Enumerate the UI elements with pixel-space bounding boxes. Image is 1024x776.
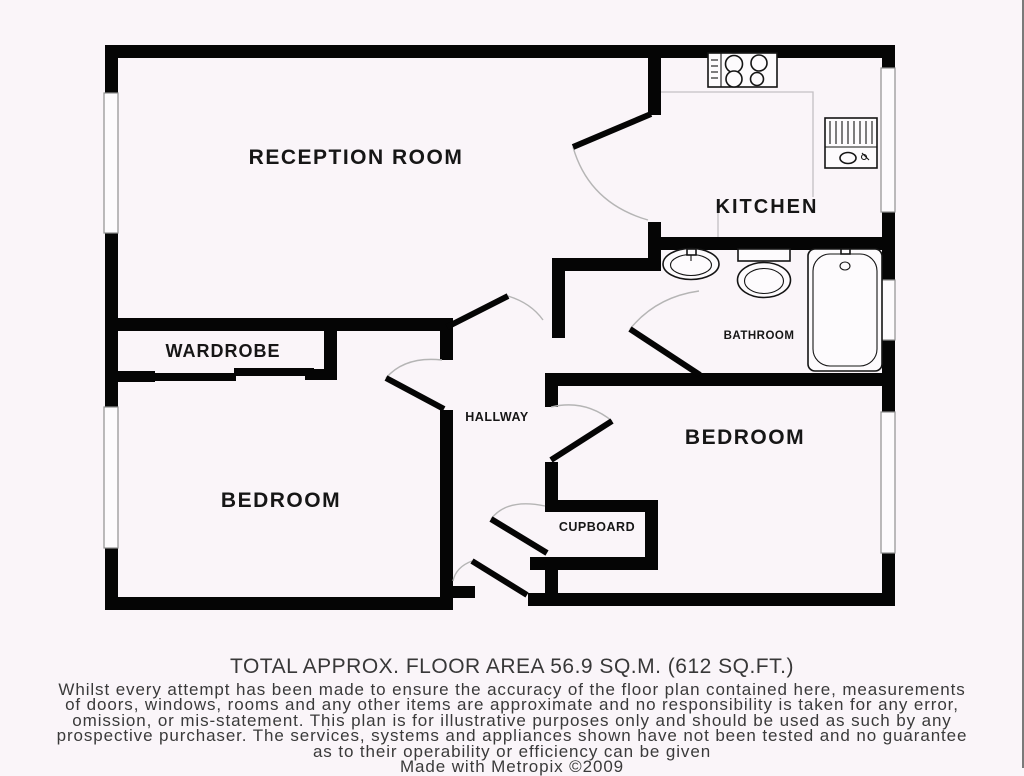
window-kitchen bbox=[881, 68, 895, 212]
credit-line: Made with Metropix ©2009 bbox=[399, 757, 625, 776]
kitchen-sink-icon bbox=[825, 118, 877, 168]
bathtub-icon bbox=[808, 249, 882, 371]
sliding-door-panel bbox=[234, 368, 314, 376]
door-arc bbox=[491, 504, 545, 519]
door-arc bbox=[573, 147, 648, 220]
door-arc bbox=[453, 561, 472, 581]
window-bathroom bbox=[881, 280, 895, 340]
wall-segment bbox=[105, 318, 453, 331]
door-kitchen bbox=[573, 114, 651, 147]
door-bathroom bbox=[630, 329, 700, 375]
disclaimer-line: as to their operability or efficiency can be given bbox=[312, 741, 712, 761]
wall-segment bbox=[882, 45, 895, 68]
wall-segment bbox=[552, 258, 661, 271]
wall-segment bbox=[545, 500, 658, 512]
disclaimer-line: of doors, windows, rooms and any other items are approximate and no responsibility is taken for any error, bbox=[65, 695, 959, 715]
total-floor-area-text: TOTAL APPROX. FLOOR AREA 56.9 SQ.M. (612 SQ.FT.) bbox=[230, 655, 794, 678]
wall-segment bbox=[552, 258, 565, 338]
wardrobe-sliding-doors bbox=[152, 368, 314, 381]
room-label-hallway: HALLWAY bbox=[465, 410, 529, 424]
footer bbox=[0, 655, 1024, 774]
room-label-kitchen: KITCHEN bbox=[715, 196, 819, 218]
room-label-reception: RECEPTION ROOM bbox=[248, 146, 464, 169]
disclaimer-line: Whilst every attempt has been made to ensure the accuracy of the floor plan contained here, measurements bbox=[58, 680, 966, 699]
window-reception bbox=[104, 93, 118, 233]
door-arc bbox=[508, 296, 543, 320]
door-reception bbox=[447, 296, 508, 327]
wall-segment bbox=[440, 410, 453, 598]
worktop-line bbox=[661, 92, 813, 197]
wall-segment bbox=[545, 462, 558, 502]
door-entrance bbox=[472, 561, 527, 595]
door-cupboard bbox=[491, 519, 547, 553]
wall-segment bbox=[105, 597, 453, 610]
room-label-bedroom-right: BEDROOM bbox=[684, 426, 806, 449]
disclaimer-line: omission, or mis-statement. This plan is for illustrative purposes only and should be used as such by any bbox=[72, 710, 952, 730]
sliding-door-panel bbox=[152, 373, 236, 381]
wall-segment bbox=[118, 371, 155, 382]
wash-basin-icon bbox=[663, 249, 719, 280]
stove-icon bbox=[708, 53, 777, 87]
room-labels-group bbox=[166, 146, 819, 534]
room-label-wardrobe: WARDROBE bbox=[165, 341, 281, 361]
wall-segment bbox=[545, 557, 558, 606]
wall-segment bbox=[528, 593, 895, 606]
windows-group bbox=[104, 68, 895, 553]
toilet-icon bbox=[738, 249, 791, 298]
door-bedroom-right bbox=[551, 421, 612, 460]
window-bedroom-left bbox=[104, 407, 118, 548]
wall-segment bbox=[545, 373, 895, 386]
door-arc bbox=[386, 359, 442, 378]
window-bedroom-right bbox=[881, 412, 895, 553]
room-label-bathroom: BATHROOM bbox=[723, 330, 795, 342]
door-arc bbox=[551, 405, 612, 421]
door-arc bbox=[630, 291, 699, 329]
disclaimer-line: prospective purchaser. The services, systems and appliances shown have not been tested and no guarantee bbox=[56, 726, 968, 746]
wall-segment bbox=[545, 373, 558, 407]
room-label-cupboard: CUPBOARD bbox=[558, 520, 636, 534]
door-bedroom-left bbox=[386, 378, 444, 409]
room-label-bedroom-left: BEDROOM bbox=[220, 489, 342, 512]
wall-segment bbox=[105, 45, 118, 95]
wall-segment bbox=[648, 45, 661, 115]
